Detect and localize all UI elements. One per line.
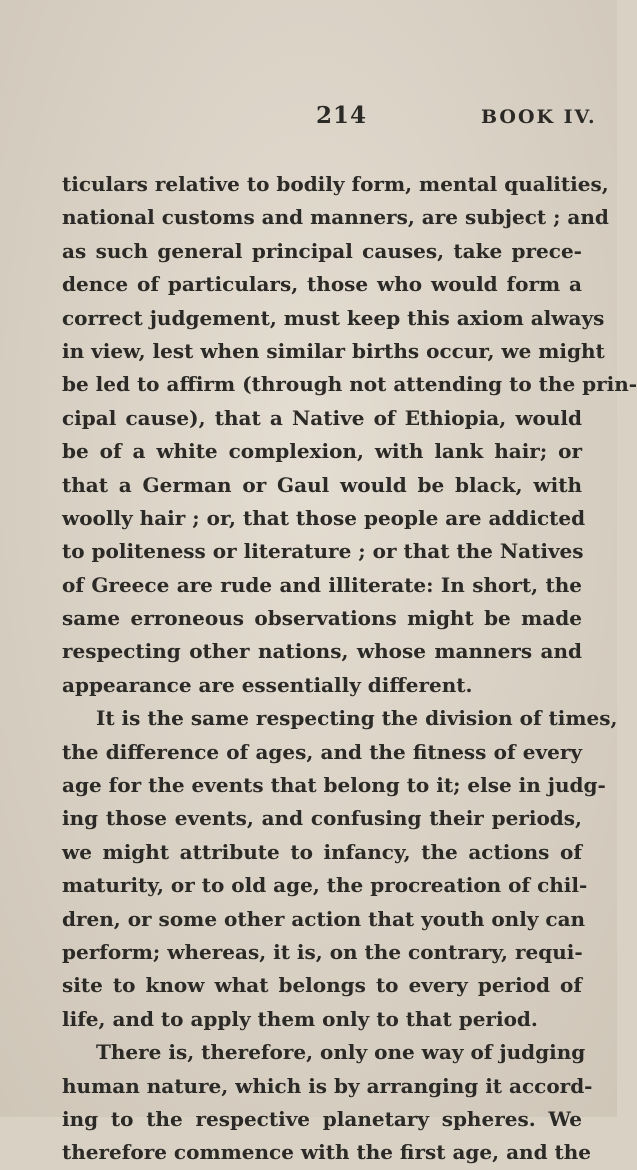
text-line: site to know what belongs to every period of bbox=[62, 973, 582, 998]
text-line: life, and to apply them only to that period. bbox=[62, 1006, 538, 1031]
text-line: ing to the respective planetary spheres. We bbox=[62, 1106, 582, 1131]
text-line: be of a white complexion, with lank hair; or bbox=[62, 439, 582, 464]
page-header bbox=[0, 98, 617, 138]
text-line: woolly hair ; or, that those people are addicted bbox=[62, 505, 586, 530]
running-head: BOOK IV. bbox=[481, 106, 597, 128]
text-line: cipal cause), that a Native of Ethiopia, would bbox=[62, 405, 582, 430]
text-line: national customs and manners, are subject ; and bbox=[62, 205, 609, 230]
text-line: that a German or Gaul would be black, with bbox=[62, 472, 582, 497]
text-line: in view, lest when similar births occur, we might bbox=[62, 338, 605, 363]
text-line: to politeness or literature ; or that the Natives bbox=[62, 539, 584, 564]
text-line: ing those events, and confusing their periods, bbox=[62, 806, 582, 831]
text-line: age for the events that belong to it; else in judg- bbox=[62, 773, 606, 798]
text-line: maturity, or to old age, the procreation of chil- bbox=[62, 873, 588, 898]
text-line: we might attribute to infancy, the actions of bbox=[62, 839, 582, 864]
text-line: There is, therefore, only one way of judging bbox=[96, 1040, 586, 1065]
text-line: ticulars relative to bodily form, mental qualities, bbox=[62, 172, 609, 196]
text-line: dren, or some other action that youth only can bbox=[62, 906, 586, 931]
text-line: dence of particulars, those who would form a bbox=[62, 272, 582, 297]
text-line: correct judgement, must keep this axiom always bbox=[62, 305, 605, 330]
text-line: It is the same respecting the division of times, bbox=[96, 706, 618, 731]
text-line: human nature, which is by arranging it accord- bbox=[62, 1073, 593, 1098]
text-line: appearance are essentially different. bbox=[62, 672, 473, 697]
text-line: therefore commence with the first age, and the bbox=[62, 1140, 592, 1165]
text-line: of Greece are rude and illiterate: In short, the bbox=[62, 572, 582, 597]
page-number: 214 bbox=[316, 102, 368, 129]
text-line: as such general principal causes, take prece- bbox=[62, 238, 582, 263]
text-line: perform; whereas, it is, on the contrary, requi- bbox=[62, 939, 583, 964]
text-line: respecting other nations, whose manners and bbox=[62, 639, 582, 664]
text-line: be led to affirm (through not attending to the prin- bbox=[62, 372, 637, 397]
text-line: the difference of ages, and the fitness of every bbox=[62, 739, 582, 764]
text-line: same erroneous observations might be made bbox=[62, 606, 582, 631]
body-text bbox=[62, 168, 637, 1170]
